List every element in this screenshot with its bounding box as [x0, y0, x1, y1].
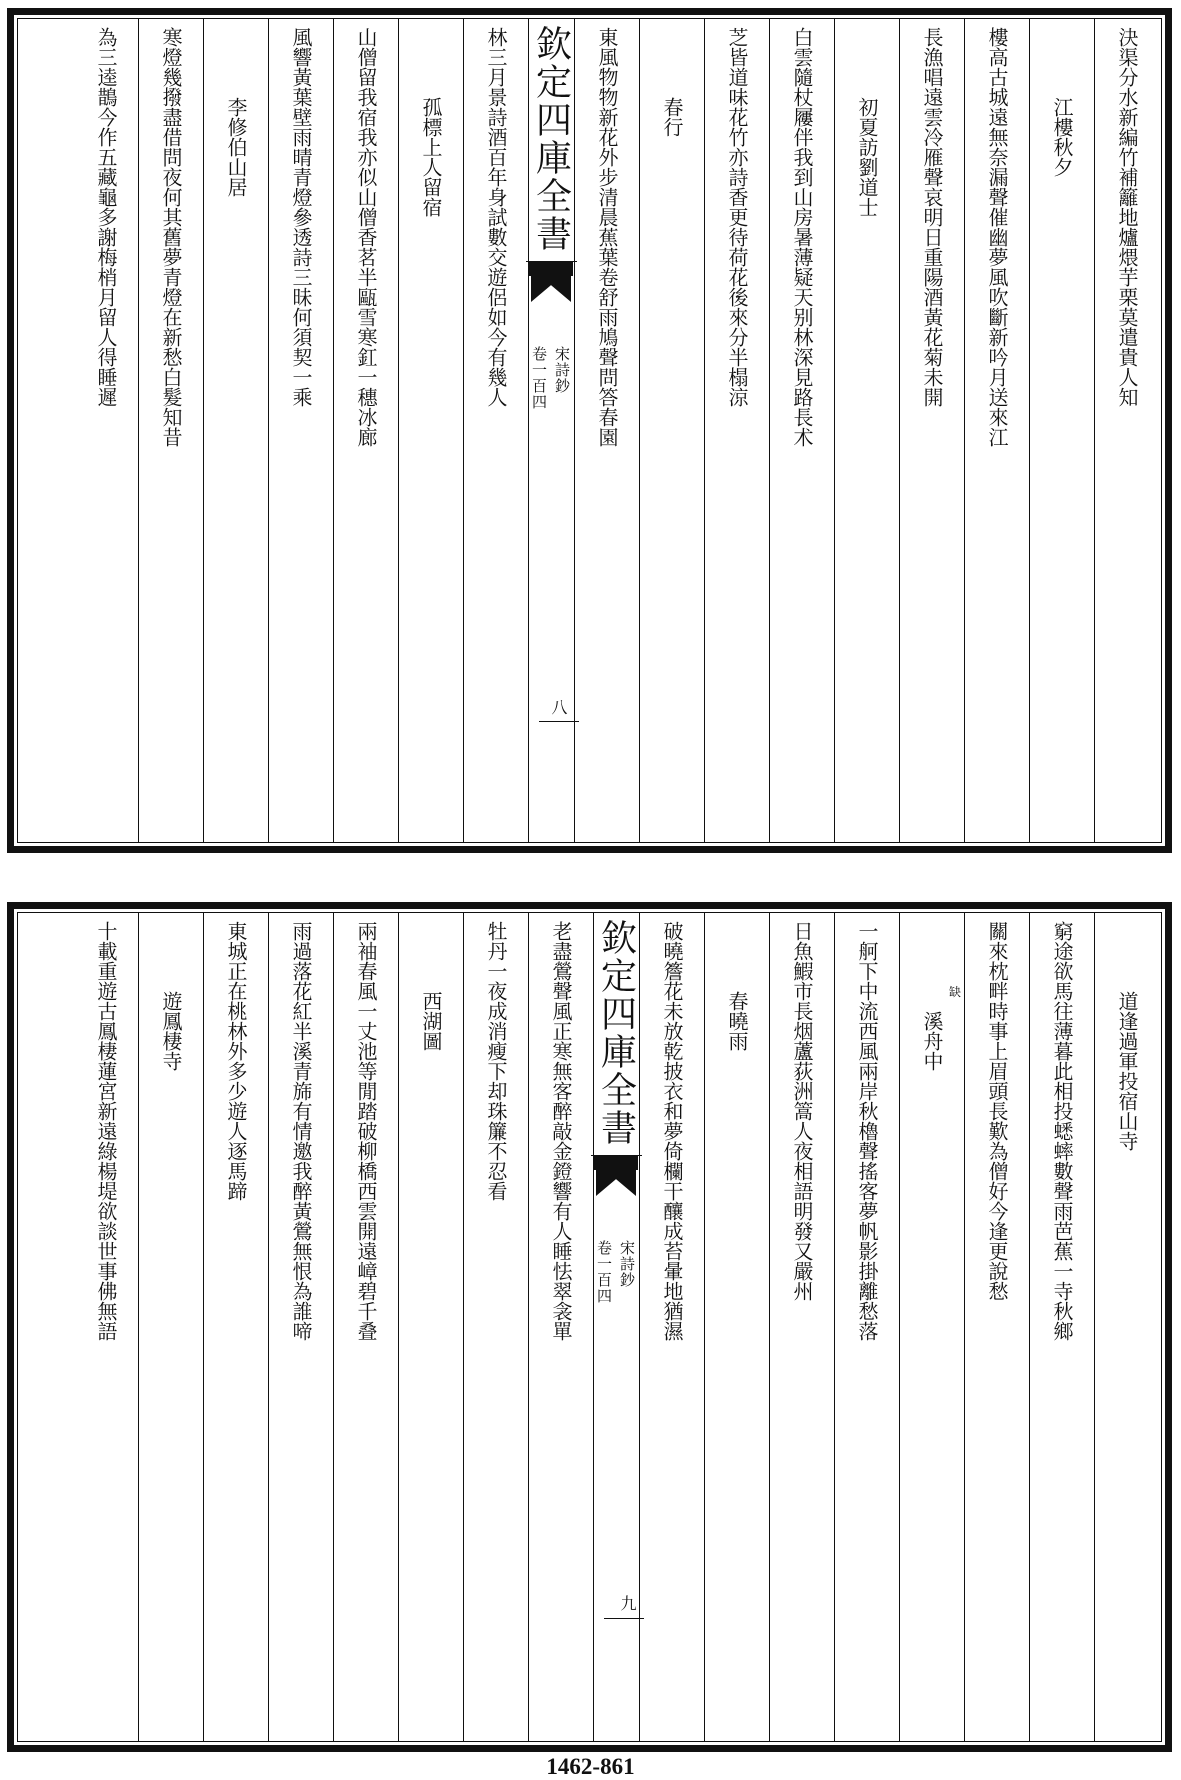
- missing-character-mark: 缺: [948, 985, 961, 999]
- poem-line: 決渠分水新編竹補籬地爐煨芋栗莫遣貴人知: [1115, 27, 1139, 407]
- text-column: [642, 27, 702, 834]
- volume-number: 卷一百四: [595, 1240, 613, 1304]
- poem-line: 破曉簷花未放乾披衣和夢倚欄干釀成苔暈地猶濕: [660, 921, 684, 1341]
- fish-tail-icon: [594, 1156, 638, 1196]
- poem-line: 老盡鶯聲風正寒無客醉敲金鐙響有人睡怯翠衾單: [549, 921, 573, 1341]
- poem-title: 初夏訪劉道士: [855, 97, 879, 217]
- poem-title: 春行: [660, 97, 684, 137]
- column-rule: [333, 19, 334, 842]
- column-rule: [203, 913, 204, 1741]
- text-column: [837, 921, 897, 1733]
- poem-title: 西湖圖: [419, 991, 443, 1051]
- poem-line: 寒燈幾撥盡借問夜何其舊夢青燈在新愁白髮知昔: [159, 27, 183, 447]
- text-column: [1032, 27, 1092, 834]
- center-band: [529, 19, 573, 842]
- text-column: [707, 921, 767, 1733]
- collection-name: 宋詩鈔: [618, 1240, 636, 1288]
- top-page-frame: [17, 18, 1162, 843]
- poem-line: 風響黃葉壁雨晴青燈參透詩三昧何須契一乘: [289, 27, 313, 407]
- column-rule: [964, 913, 965, 1741]
- column-rule: [593, 913, 594, 1741]
- text-column: [271, 27, 331, 834]
- text-column: [1097, 921, 1157, 1733]
- collection-name: 宋詩鈔: [553, 346, 571, 394]
- poem-title: 道逢過軍投宿山寺: [1115, 991, 1139, 1151]
- column-rule: [1029, 913, 1030, 1741]
- column-rule: [1029, 19, 1030, 842]
- poem-line: 東風物物新花外步清晨蕉葉卷舒雨鳩聲問答春園: [595, 27, 619, 447]
- column-rule: [268, 913, 269, 1741]
- page-footer-number: 1462-861: [546, 1754, 635, 1779]
- text-column: [76, 27, 136, 834]
- page-number: 九: [618, 1595, 637, 1611]
- center-band: [594, 913, 638, 1741]
- poem-line: 窮途欲馬往薄暮此相投蟋蟀數聲雨芭蕉一寺秋鄉: [1050, 921, 1074, 1341]
- column-rule: [333, 913, 334, 1741]
- poem-line: 日魚鰕市長烟蘆荻洲篙人夜相語明發又嚴州: [790, 921, 814, 1301]
- text-column: [772, 921, 832, 1733]
- bottom-page-frame: [17, 912, 1162, 1742]
- poem-line: 樓高古城遠無奈漏聲催幽夢風吹斷新吟月送來江: [985, 27, 1009, 447]
- poem-line: 山僧留我宿我亦似山僧香茗半甌雪寒釭一穗冰廊: [354, 27, 378, 447]
- page-number: 八: [549, 699, 568, 715]
- volume-number: 卷一百四: [530, 346, 548, 410]
- column-rule: [268, 19, 269, 842]
- text-column: [1097, 27, 1157, 834]
- band-subtitle: [594, 1240, 638, 1304]
- column-rule: [398, 913, 399, 1741]
- column-rule: [834, 913, 835, 1741]
- column-rule: [899, 913, 900, 1741]
- text-column: [642, 921, 702, 1733]
- text-column: [772, 27, 832, 834]
- text-column: [206, 921, 266, 1733]
- column-rule: [138, 19, 139, 842]
- poem-title: 春曉雨: [725, 991, 749, 1051]
- column-rule: [769, 19, 770, 842]
- column-rule: [899, 19, 900, 842]
- text-column: [76, 921, 136, 1733]
- column-rule: [964, 19, 965, 842]
- text-column: [967, 921, 1027, 1733]
- bottom-page: [7, 902, 1172, 1752]
- text-column: [707, 27, 767, 834]
- column-rule: [398, 19, 399, 842]
- fish-tail-icon: [529, 262, 573, 302]
- band-rule: [539, 721, 579, 722]
- text-column: [141, 921, 201, 1733]
- column-rule: [463, 913, 464, 1741]
- text-column: [206, 27, 266, 834]
- text-column: [967, 27, 1027, 834]
- poem-line: 為三逵鵲今作五藏龜多謝梅梢月留人得睡遲: [94, 27, 118, 407]
- poem-line: 關來枕畔時事上眉頭長歎為僧好今逢更說愁: [985, 921, 1009, 1301]
- column-rule: [834, 19, 835, 842]
- poem-line: 芝皆道味花竹亦詩香更待荷花後來分半榻涼: [725, 27, 749, 407]
- text-column: [902, 921, 962, 1733]
- poem-line: 雨過落花紅半溪青旆有情邀我醉黃鶯無恨為誰啼: [289, 921, 313, 1341]
- column-rule: [138, 913, 139, 1741]
- poem-title: 孤標上人留宿: [419, 97, 443, 217]
- poem-line: 林三月景詩酒百年身試數交遊侶如今有幾人: [484, 27, 508, 407]
- text-column: [141, 27, 201, 834]
- poem-title: 遊鳳棲寺: [159, 991, 183, 1071]
- text-column: [1032, 921, 1092, 1733]
- column-rule: [528, 913, 529, 1741]
- top-page: [7, 8, 1172, 853]
- text-column: [401, 27, 461, 834]
- poem-line: 牡丹一夜成消瘦下却珠簾不忍看: [484, 921, 508, 1201]
- text-column: [271, 921, 331, 1733]
- column-rule: [769, 913, 770, 1741]
- poem-line: 十載重遊古鳳棲蓮宮新遠綠楊堤欲談世事佛無語: [94, 921, 118, 1341]
- poem-title: 江樓秋夕: [1050, 97, 1074, 177]
- text-column: [902, 27, 962, 834]
- book-title: 欽定四庫全書: [526, 19, 577, 262]
- column-rule: [463, 19, 464, 842]
- text-column: [336, 27, 396, 834]
- column-rule: [704, 913, 705, 1741]
- band-subtitle: [529, 346, 573, 410]
- poem-line: 一舸下中流西風兩岸秋櫓聲搖客夢帆影掛離愁落: [855, 921, 879, 1341]
- text-column: [466, 27, 526, 834]
- text-column: [837, 27, 897, 834]
- text-column: [466, 921, 526, 1733]
- text-column: [577, 27, 637, 834]
- column-rule: [1094, 913, 1095, 1741]
- band-rule: [604, 1618, 644, 1619]
- poem-line: 白雲隨杖屨伴我到山房暑薄疑天别林深見路長术: [790, 27, 814, 447]
- poem-title: 溪舟中: [920, 1011, 944, 1071]
- column-rule: [1094, 19, 1095, 842]
- poem-line: 兩袖春風一丈池等閒踏破柳橋西雲開遠嶂碧千叠: [354, 921, 378, 1341]
- poem-line: 東城正在桃林外多少遊人逐馬蹄: [224, 921, 248, 1201]
- poem-line: 長漁唱遠雲冷雁聲哀明日重陽酒黃花菊未開: [920, 27, 944, 407]
- column-rule: [639, 19, 640, 842]
- column-rule: [203, 19, 204, 842]
- book-title: 欽定四庫全書: [591, 913, 642, 1156]
- text-column: [336, 921, 396, 1733]
- text-column: [401, 921, 461, 1733]
- poem-title: 李修伯山居: [224, 97, 248, 197]
- text-column: [531, 921, 591, 1733]
- column-rule: [528, 19, 529, 842]
- column-rule: [704, 19, 705, 842]
